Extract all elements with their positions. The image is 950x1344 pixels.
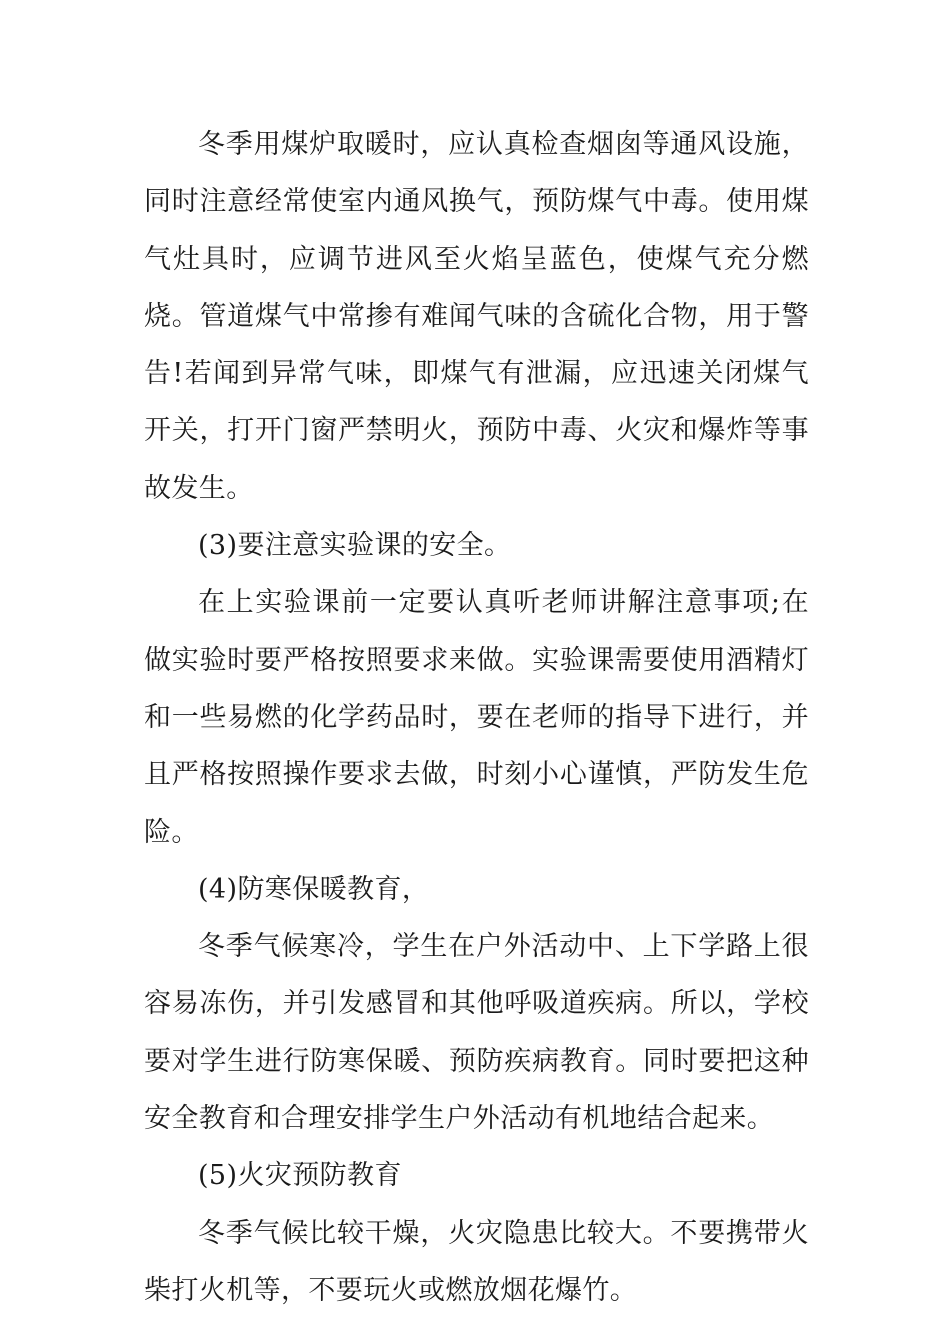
heading-lab-safety: (3)要注意实验课的安全。: [198, 530, 512, 562]
paragraph-fire-prevention: 冬季气候比较干燥，火灾隐患比较大。不要携带火柴打火机等，不要玩火或燃放烟花爆竹。: [144, 1217, 809, 1306]
heading-fire-prevention: (5)火灾预防教育: [198, 1160, 402, 1192]
document-body: [144, 116, 809, 1319]
heading-cold-protection: (4)防寒保暖教育，: [198, 873, 430, 905]
paragraph-cold-protection: 冬季气候寒冷，学生在户外活动中、上下学路上很容易冻伤，并引发感冒和其他呼吸道疾病。所以，学校要对学生进行防寒保暖、预防疾病教育。同时要把这种安全教育和合理安排学生户外活动有机地结合起来。: [144, 931, 809, 1135]
paragraph-coal-gas-safety: 冬季用煤炉取暖时，应认真检查烟囱等通风设施，同时注意经常使室内通风换气，预防煤气中毒。使用煤气灶具时，应调节进风至火焰呈蓝色，使煤气充分燃烧。管道煤气中常掺有难闻气味的含硫化合物，用于警告!若闻到异常气味，即煤气有泄漏，应迅速关闭煤气开关，打开门窗严禁明火，预防中毒、火灾和爆炸等事故发生。: [144, 129, 809, 504]
paragraph-lab-safety: 在上实验课前一定要认真听老师讲解注意事项;在做实验时要严格按照要求来做。实验课需要使用酒精灯和一些易燃的化学药品时，要在老师的指导下进行，并且严格按照操作要求去做，时刻小心谨慎，严防发生危险。: [144, 587, 809, 848]
